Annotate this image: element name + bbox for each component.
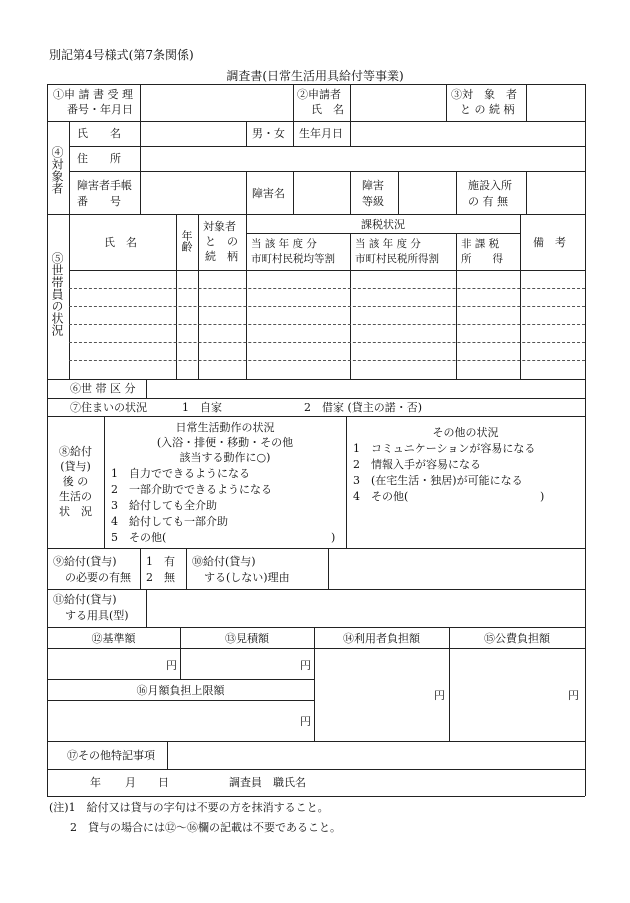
s6-household-label: ⑥世 帯 区 分 [70,382,136,395]
footer-year: 年 [90,776,101,789]
note-1: (注)1 給付又は貸与の字句は不要の方を抹消すること。 [49,801,329,814]
s5-name-header: 氏 名 [104,236,137,249]
s8-other-item-3: 3 (在宅生活・独居)が可能になる [353,474,523,487]
s8-other-item-1: 1 コミュニケーションが容易になる [353,442,536,455]
s8-other-title: その他の状況 [432,426,499,439]
s9-option-no: 2 無 [146,571,175,584]
s8-daily-item-4: 4 給付しても一部介助 [111,515,228,528]
s8-daily-subtitle-1: (入浴・排便・移動・その他 [156,436,294,449]
s4-handbook-label-2: 番 号 [77,195,121,208]
s8-side-5: 状 況 [59,505,92,518]
s5-relation-header-2: と の [205,235,238,248]
s8-other-item-2: 2 情報入手が容易になる [353,458,481,471]
s8-daily-item-1: 1 自力でできるようになる [111,467,250,480]
s4-disability-label: 障害名 [252,187,285,200]
s8-daily-item-5-close: ) [331,531,336,544]
s8-daily-item-3: 3 給付しても全介助 [111,499,217,512]
form-number: 別記第4号様式(第7条関係) [49,48,194,62]
s5-tax3-header-2: 所 得 [461,253,503,265]
s10-label-1: ⑩給付(貸与) [192,555,256,568]
footer-investigator: 調査員 職氏名 [229,776,306,789]
s4-handbook-label-1: 障害者手帳 [77,179,132,192]
s5-tax3-header-1: 非 課 税 [461,238,500,250]
s8-daily-title: 日常生活動作の状況 [175,421,275,434]
s9-label-2: の必要の有無 [65,571,131,584]
s4-address-label: 住 所 [77,152,121,165]
s2-label-1: ②申請者 [297,88,341,101]
s8-side-4: 生活の [59,490,92,503]
s14-yen-unit: 円 [434,689,445,702]
s12-yen-unit: 円 [166,659,177,672]
s8-side-2: (貸与) [60,460,91,473]
s4-name-label: 氏 名 [77,127,121,140]
s8-daily-item-2: 2 一部介助でできるようになる [111,483,272,496]
s8-daily-subtitle-2: 該当する動作に○) [179,451,271,464]
s11-label-1: ⑪給付(貸与) [53,593,117,606]
s5-remarks-header: 備 考 [533,236,566,249]
s5-tax2-header-1: 当 該 年 度 分 [355,238,421,250]
s10-label-2: する(しない)理由 [204,571,290,584]
s4-sex-label: 男・女 [252,127,285,140]
footer-day: 日 [158,776,169,789]
s9-option-yes: 1 有 [146,555,175,568]
s16-monthly-cap-label: ⑯月額負担上限額 [136,684,225,697]
s4-grade-label-2: 等級 [362,195,384,208]
s5-tax2-header-2: 市町村民税所得割 [355,253,439,265]
s1-label-2: 番号・年月日 [67,103,133,116]
s3-label-2: と の 続 柄 [460,103,515,116]
s9-label-1: ⑨給付(貸与) [53,555,117,568]
s8-daily-item-5: 5 その他( [111,531,167,544]
s14-user-burden-label: ⑭利用者負担額 [343,632,420,645]
s8-other-item-4: 4 その他( [353,490,409,503]
note-2: 2 貸与の場合には⑫～⑯欄の記載は不要であること。 [70,821,341,834]
s11-label-2: する用具(型) [65,609,129,622]
s5-side-label: ⑤世帯員の状況 [50,252,64,336]
s4-facility-label-2: の 有 無 [468,195,508,208]
s4-side-label: ④対象者 [50,146,64,194]
s4-birth-label: 生年月日 [299,127,343,140]
s5-relation-header-1: 対象者 [203,220,236,233]
s12-standard-label: ⑫基準額 [91,632,136,645]
s1-label-1: ①申 請 書 受 理 [53,88,133,101]
s15-yen-unit: 円 [568,689,579,702]
footer-month: 月 [125,776,136,789]
s8-side-3: 後 の [62,475,89,488]
s7-option-own: 1 自家 [182,401,222,414]
s8-side-1: ⑧給付 [59,445,92,458]
s17-remarks-label: ⑰その他特記事項 [67,749,155,762]
s5-age-header: 年齢 [180,230,193,252]
s13-yen-unit: 円 [300,659,311,672]
s5-tax-header: 課税状況 [361,218,405,231]
page-title: 調査書(日常生活用具給付等事業) [226,69,404,83]
s7-option-rent: 2 借家 (貸主の諾・否) [304,401,423,414]
s13-estimate-label: ⑬見積額 [225,632,269,645]
s2-label-2: 氏 名 [311,103,344,116]
s7-housing-label: ⑦住まいの状況 [70,401,147,414]
s5-tax1-header-2: 市町村民税均等割 [251,253,335,265]
s4-facility-label-1: 施設入所 [468,179,512,192]
s5-tax1-header-1: 当 該 年 度 分 [251,238,317,250]
s5-relation-header-3: 続 柄 [205,250,238,263]
s3-label-1: ③対 象 者 [451,88,517,101]
s16-yen-unit: 円 [300,715,311,728]
s4-grade-label-1: 障害 [362,179,384,192]
s15-public-burden-label: ⑮公費負担額 [484,632,550,645]
s8-other-item-4-close: ) [540,490,545,503]
